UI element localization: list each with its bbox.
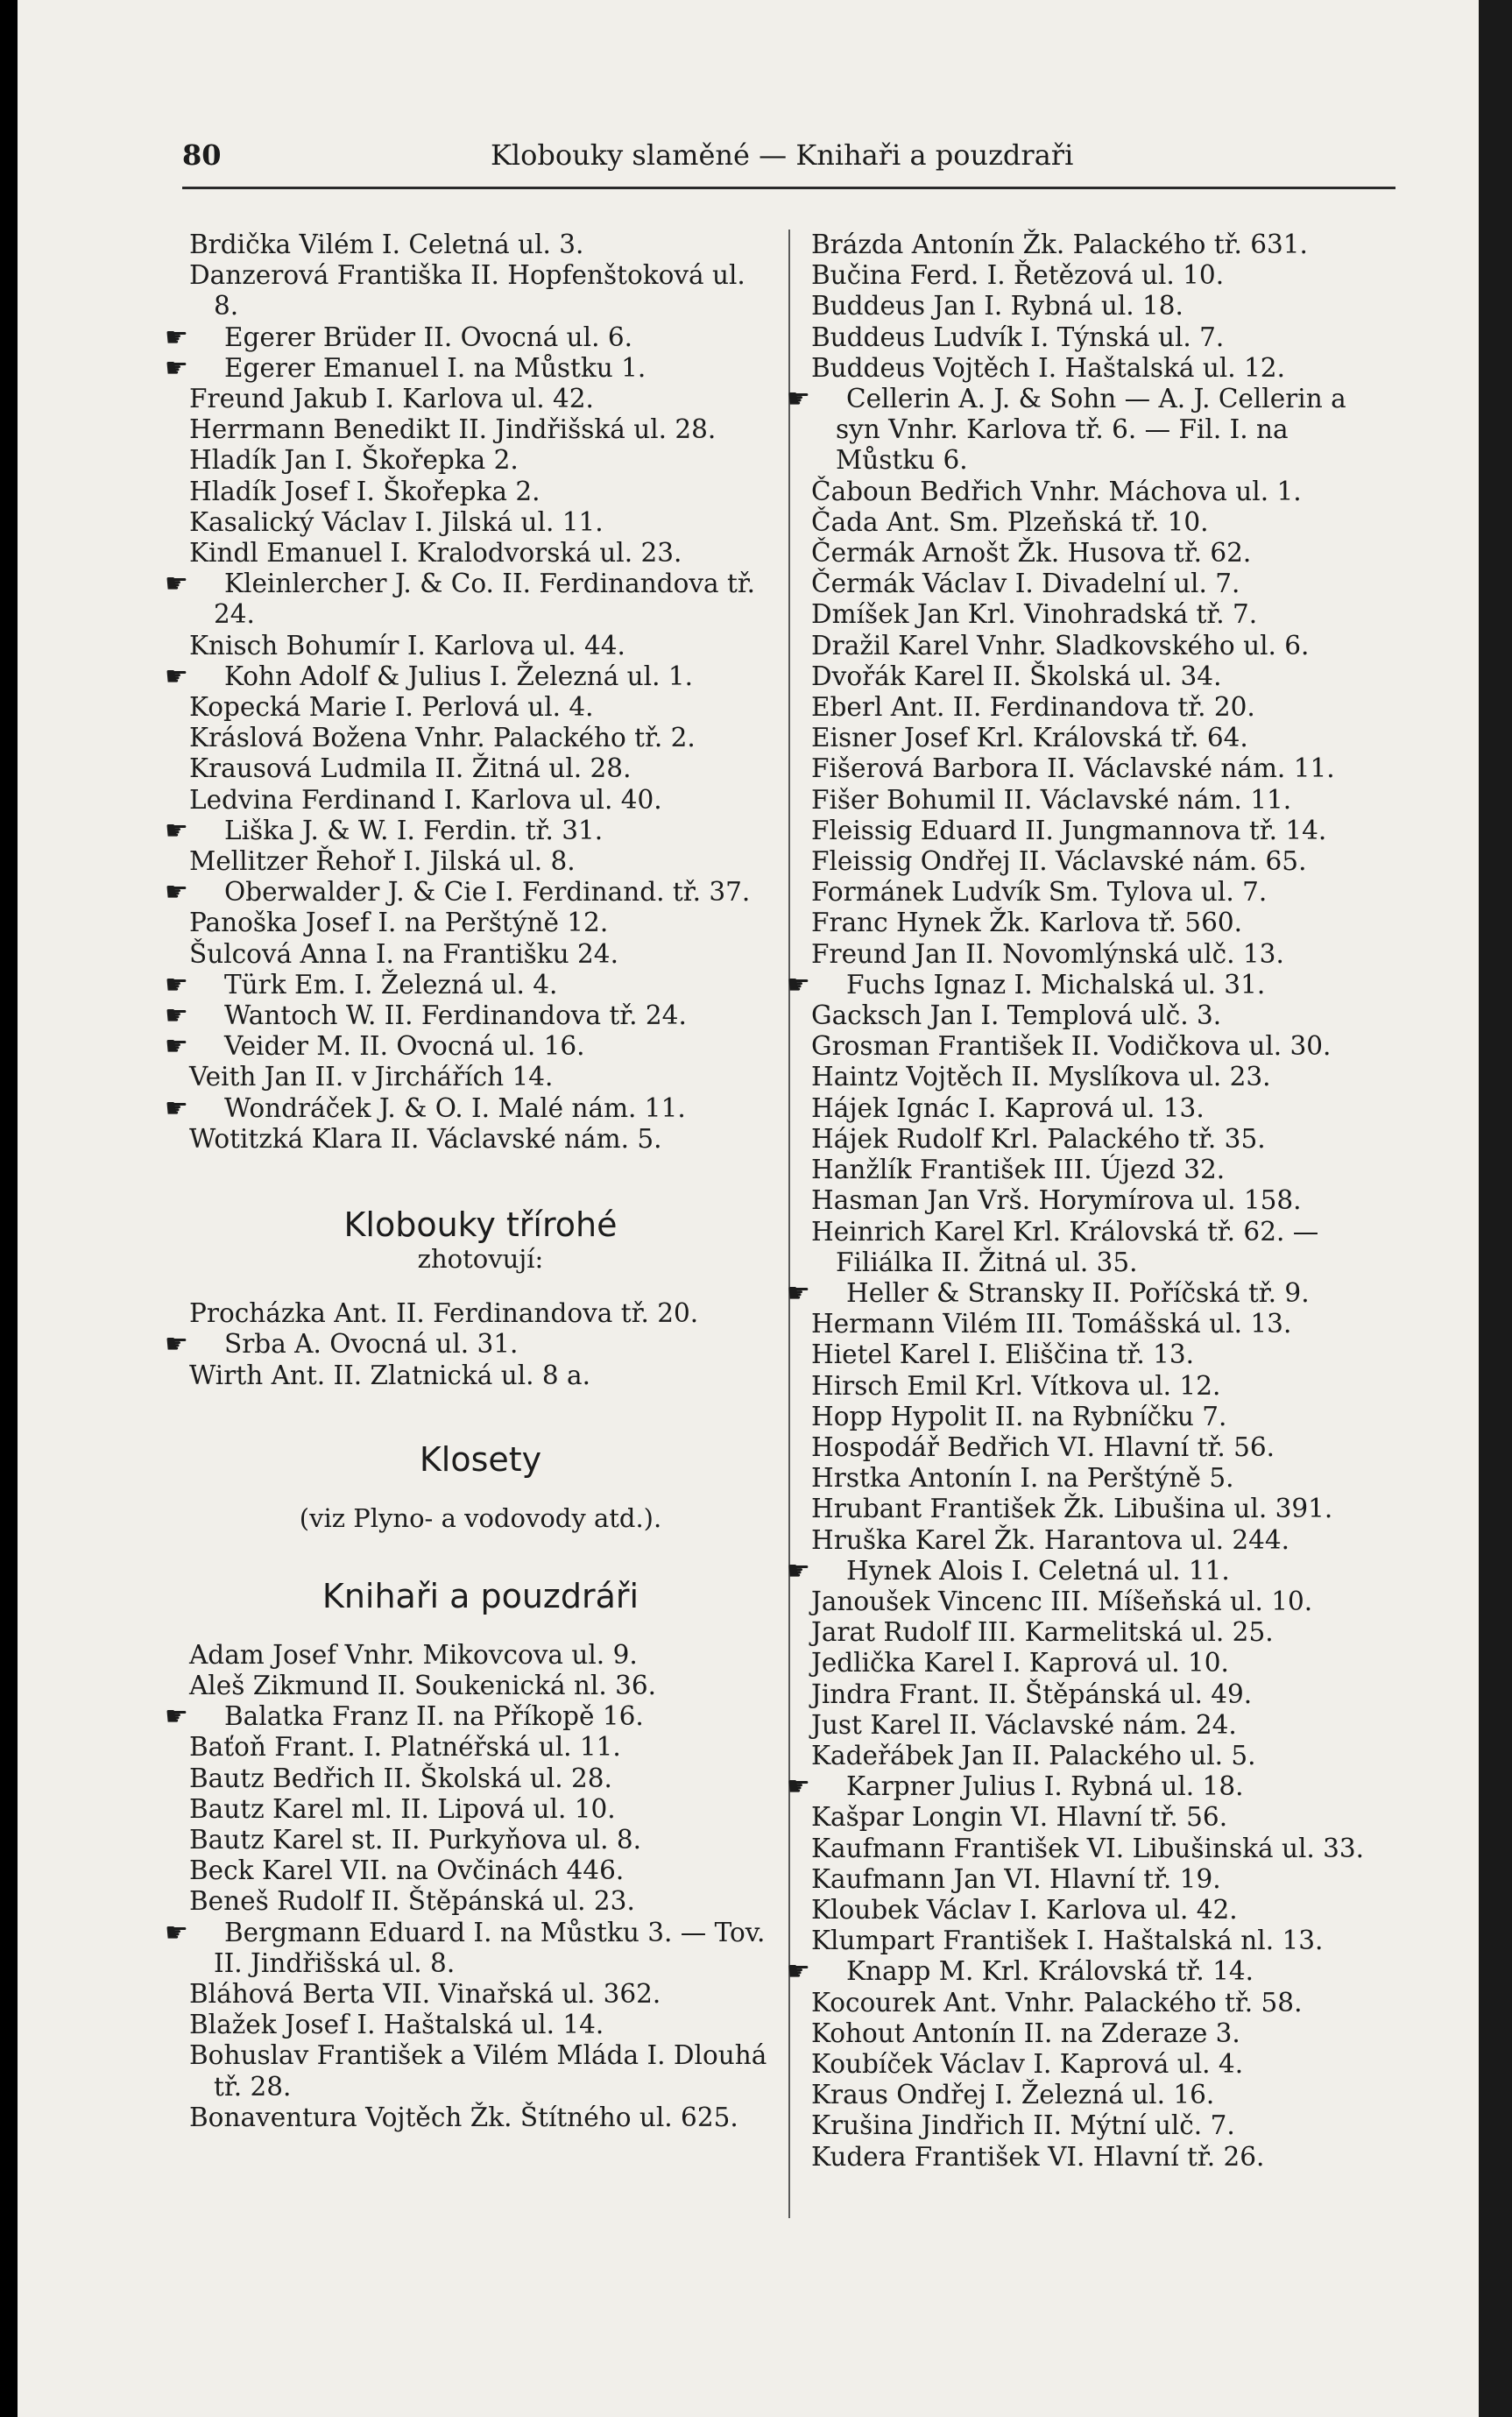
entry-text: Čermák Václav I. Divadelní ul. 7.	[811, 569, 1240, 599]
page-number: 80	[182, 138, 222, 172]
pointing-hand-icon: ☛	[165, 352, 188, 384]
pointing-hand-icon: ☛	[165, 661, 188, 692]
list-item	[189, 1671, 772, 1701]
list-item	[165, 1701, 772, 1733]
entry-text: Adam Josef Vnhr. Mikovcova ul. 9.	[189, 1639, 638, 1670]
list-item	[811, 1093, 1394, 1124]
entry-text: Egerer Emanuel I. na Můstku 1.	[224, 352, 646, 383]
entry-text: Hrubant František Žk. Libušina ul. 391.	[811, 1494, 1333, 1524]
entry-text: Veith Jan II. v Jirchářích 14.	[189, 1062, 554, 1092]
entry-text: Formánek Ludvík Sm. Tylova ul. 7.	[811, 877, 1268, 908]
entry-text: Franc Hynek Žk. Karlova tř. 560.	[811, 908, 1242, 938]
list-item	[189, 1124, 772, 1155]
directory-page	[18, 0, 1479, 2417]
section-subtitle-tricorn-hats: zhotovují:	[417, 1244, 544, 1275]
entry-text: Fleissig Eduard II. Jungmannova tř. 14.	[811, 815, 1327, 845]
pointing-hand-icon: ☛	[787, 969, 810, 1000]
entry-text: Fuchs Ignaz I. Michalská ul. 31.	[846, 969, 1266, 1000]
entry-text: Beneš Rudolf II. Štěpánská ul. 23.	[189, 1886, 635, 1917]
pointing-hand-icon: ☛	[165, 1092, 188, 1124]
entry-text: Gacksch Jan I. Templová ulč. 3.	[811, 1000, 1222, 1031]
entry-text: Buddeus Ludvík I. Týnská ul. 7.	[811, 322, 1225, 352]
pointing-hand-icon: ☛	[787, 1555, 810, 1587]
list-item	[811, 1185, 1394, 1216]
list-item	[189, 1886, 772, 1917]
list-item	[189, 414, 772, 445]
list-item	[189, 908, 772, 938]
list-item	[189, 846, 772, 877]
list-item	[165, 1000, 772, 1032]
entry-text: Bautz Karel ml. II. Lipová ul. 10.	[189, 1793, 616, 1824]
list-item	[165, 1917, 772, 1979]
list-item	[189, 1855, 772, 1886]
entry-text: Kopecká Marie I. Perlová ul. 4.	[189, 692, 594, 723]
entry-text: Egerer Brüder II. Ovocná ul. 6.	[224, 322, 633, 352]
list-item	[189, 723, 772, 753]
list-item	[787, 384, 1394, 477]
list-item	[165, 569, 772, 630]
list-item	[811, 723, 1394, 753]
list-item	[165, 1329, 772, 1360]
entry-text: Hladík Jan I. Škořepka 2.	[189, 445, 519, 476]
entry-text: Bláhová Berta VII. Vinařská ul. 362.	[189, 1978, 661, 2009]
list-item	[811, 846, 1394, 877]
entry-text: Krušina Jindřich II. Mýtní ulč. 7.	[811, 2110, 1235, 2141]
entry-text: Hladík Josef I. Škořepka 2.	[189, 476, 541, 506]
entry-text: Knisch Bohumír I. Karlova ul. 44.	[189, 630, 625, 661]
entry-text: Kleinlercher J. & Co. II. Ferdinandova tř. 24.	[214, 569, 756, 630]
list-item	[811, 1679, 1394, 1710]
entry-text: Panoška Josef I. na Perštýně 12.	[189, 908, 609, 938]
list-item	[189, 753, 772, 784]
list-item	[811, 1062, 1394, 1092]
pointing-hand-icon: ☛	[165, 1031, 188, 1063]
list-item	[165, 661, 772, 692]
entry-text: Kindl Emanuel I. Kralodvorská ul. 23.	[189, 538, 682, 569]
pointing-hand-icon: ☛	[787, 1956, 810, 1988]
entry-text: Kudera František VI. Hlavní tř. 26.	[811, 2141, 1265, 2172]
list-item	[811, 1494, 1394, 1524]
list-item	[165, 815, 772, 846]
entry-text: Jarat Rudolf III. Karmelitská ul. 25.	[811, 1617, 1274, 1648]
entry-text: Kašpar Longin VI. Hlavní tř. 56.	[811, 1802, 1228, 1833]
list-item	[811, 1463, 1394, 1494]
entry-text: Bautz Bedřich II. Školská ul. 28.	[189, 1763, 612, 1793]
section-title-bookbinders: Knihaři a pouzdráři	[321, 1576, 639, 1615]
list-item	[189, 1825, 772, 1855]
list-item	[189, 2040, 772, 2102]
list-item	[189, 692, 772, 723]
list-item	[811, 2018, 1394, 2049]
running-head: Klobouky slaměné — Knihaři a pouzdraři	[491, 138, 1074, 172]
list-item	[189, 2103, 772, 2133]
list-item	[165, 877, 772, 908]
entry-text: Kaufmann František VI. Libušinská ul. 33.	[811, 1833, 1365, 1863]
list-item	[189, 939, 772, 970]
entry-text: Jedlička Karel I. Kaprová ul. 10.	[811, 1648, 1229, 1678]
entry-text: Kocourek Ant. Vnhr. Palackého tř. 58.	[811, 1987, 1303, 2018]
list-item	[189, 1062, 772, 1092]
entry-text: Ledvina Ferdinand I. Karlova ul. 40.	[189, 784, 662, 815]
entry-text: Čada Ant. Sm. Plzeňská tř. 10.	[811, 506, 1209, 537]
pointing-hand-icon: ☛	[165, 322, 188, 353]
pointing-hand-icon: ☛	[165, 1701, 188, 1733]
pointing-hand-icon: ☛	[165, 877, 188, 908]
entry-text: Bohuslav František a Vilém Mláda I. Dlouhá tř. 28.	[189, 2040, 767, 2102]
list-item	[189, 785, 772, 816]
section-title-tricorn-hats: Klobouky třírohé	[343, 1205, 618, 1245]
entry-text: Hasman Jan Vrš. Horymírova ul. 158.	[811, 1185, 1302, 1216]
list-item	[787, 1956, 1394, 1988]
entry-text: Brdička Vilém I. Celetná ul. 3.	[189, 230, 584, 259]
entry-text: Baťoň Frant. I. Platnéřská ul. 11.	[189, 1732, 621, 1763]
entry-text: Oberwalder J. & Cie I. Ferdinand. tř. 37.	[224, 877, 751, 908]
entry-text: Wantoch W. II. Ferdinandova tř. 24.	[224, 1000, 687, 1031]
list-item	[811, 1309, 1394, 1339]
list-item	[811, 507, 1394, 538]
entry-text: Blažek Josef I. Haštalská ul. 14.	[189, 2010, 604, 2040]
pointing-hand-icon: ☛	[787, 1277, 810, 1309]
list-item	[165, 322, 772, 353]
entry-text: Grosman František II. Vodičkova ul. 30.	[811, 1031, 1332, 1062]
entry-text: Hopp Hypolit II. na Rybníčku 7.	[811, 1401, 1227, 1431]
entry-text: Kráslová Božena Vnhr. Palackého tř. 2.	[189, 723, 696, 753]
list-item	[811, 2049, 1394, 2080]
entry-text: Mellitzer Řehoř I. Jilská ul. 8.	[189, 846, 576, 877]
list-item	[811, 908, 1394, 938]
list-item	[189, 507, 772, 538]
entry-text: Wirth Ant. II. Zlatnická ul. 8 a.	[189, 1360, 591, 1390]
list-item	[787, 1555, 1394, 1587]
entry-text: Danzerová Františka II. Hopfenštoková ul. 8.	[189, 260, 745, 322]
entry-text: Karpner Julius I. Rybná ul. 18.	[846, 1771, 1244, 1802]
entry-text: Eisner Josef Krl. Královská tř. 64.	[811, 723, 1248, 753]
entry-text: Fišerová Barbora II. Václavské nám. 11.	[811, 753, 1335, 784]
entry-text: Bonaventura Vojtěch Žk. Štítného ul. 625.	[189, 2102, 738, 2132]
entry-text: Dražil Karel Vnhr. Sladkovského ul. 6.	[811, 630, 1310, 661]
pointing-hand-icon: ☛	[165, 815, 188, 846]
entry-text: Aleš Zikmund II. Soukenická nl. 36.	[189, 1670, 657, 1700]
entry-text: Freund Jan II. Novomlýnská ulč. 13.	[811, 938, 1284, 969]
entry-text: Dvořák Karel II. Školská ul. 34.	[811, 661, 1222, 691]
entry-text: Čermák Arnošt Žk. Husova tř. 62.	[811, 538, 1252, 569]
section-subtitle-closets: (viz Plyno- a vodovody atd.).	[299, 1502, 662, 1533]
list-item	[811, 785, 1394, 816]
entry-text: Cellerin A. J. & Sohn — A. J. Cellerin a syn Vnhr. Karlova tř. 6. — Fil. I. na Můstku 6.	[836, 384, 1346, 476]
pointing-hand-icon: ☛	[165, 569, 188, 600]
list-item	[189, 384, 772, 414]
list-item	[165, 969, 772, 1000]
list-item	[811, 1895, 1394, 1926]
entry-text: Just Karel II. Václavské nám. 24.	[811, 1709, 1237, 1740]
list-item	[811, 1432, 1394, 1463]
list-item	[811, 1648, 1394, 1678]
list-item	[811, 1710, 1394, 1741]
list-item	[189, 230, 772, 260]
list-item	[811, 816, 1394, 846]
list-item	[811, 692, 1394, 723]
list-item	[811, 1217, 1394, 1278]
entry-text: Kaufmann Jan VI. Hlavní tř. 19.	[811, 1863, 1221, 1894]
list-item	[811, 260, 1394, 291]
list-item	[811, 2142, 1394, 2173]
list-item	[189, 631, 772, 661]
list-item	[189, 1732, 772, 1763]
entry-text: Hermann Vilém III. Tomášská ul. 13.	[811, 1309, 1292, 1339]
entry-text: Türk Em. I. Železná ul. 4.	[224, 969, 558, 1000]
list-item	[811, 1155, 1394, 1185]
pointing-hand-icon: ☛	[165, 1329, 188, 1360]
entry-text: Bučina Ferd. I. Řetězová ul. 10.	[811, 260, 1225, 291]
bookbinders-list	[165, 1639, 772, 2133]
entry-text: Janoušek Vincenc III. Míšeňská ul. 10.	[811, 1586, 1313, 1616]
entry-text: Bergmann Eduard I. na Můstku 3. — Tov. II. Jindřišská ul. 8.	[214, 1917, 766, 1978]
list-item	[189, 1360, 772, 1391]
section-title-closets: Klosety	[419, 1439, 542, 1479]
entry-text: Heller & Stransky II. Poříčská tř. 9.	[846, 1277, 1310, 1308]
list-item	[811, 661, 1394, 692]
list-item	[811, 291, 1394, 322]
list-item	[811, 1834, 1394, 1864]
list-item	[811, 230, 1394, 260]
left-column	[165, 230, 772, 2133]
entry-text: Krausová Ludmila II. Žitná ul. 28.	[189, 753, 632, 784]
bookbinders-list-continued	[787, 230, 1394, 2173]
entry-text: Kohn Adolf & Julius I. Železná ul. 1.	[224, 661, 694, 691]
list-item	[811, 2080, 1394, 2110]
entry-text: Liška J. & W. I. Ferdin. tř. 31.	[224, 815, 604, 845]
list-item	[811, 538, 1394, 569]
page-header	[18, 138, 1479, 191]
entry-text: Dmíšek Jan Krl. Vinohradská tř. 7.	[811, 599, 1258, 630]
entry-text: Kadeřábek Jan II. Palackého ul. 5.	[811, 1740, 1256, 1770]
list-item	[787, 1771, 1394, 1803]
list-item	[811, 1000, 1394, 1031]
list-item	[189, 2010, 772, 2040]
entry-text: Hájek Rudolf Krl. Palackého tř. 35.	[811, 1123, 1266, 1154]
list-item	[811, 477, 1394, 507]
entry-text: Jindra Frant. II. Štěpánská ul. 49.	[811, 1678, 1253, 1709]
entry-text: Hájek Ignác I. Kaprová ul. 13.	[811, 1092, 1205, 1123]
list-item	[165, 352, 772, 384]
entry-text: Knapp M. Krl. Královská tř. 14.	[846, 1956, 1254, 1987]
list-item	[811, 1802, 1394, 1833]
list-item	[811, 1864, 1394, 1895]
list-item	[189, 1794, 772, 1825]
entry-text: Wotitzká Klara II. Václavské nám. 5.	[189, 1123, 662, 1154]
list-item	[787, 1277, 1394, 1309]
entry-text: Fišer Bohumil II. Václavské nám. 11.	[811, 784, 1292, 815]
scan-edge	[1479, 0, 1512, 2417]
entry-text: Balatka Franz II. na Příkopě 16.	[224, 1701, 644, 1732]
entry-text: Hruška Karel Žk. Harantova ul. 244.	[811, 1524, 1290, 1555]
entry-text: Buddeus Jan I. Rybná ul. 18.	[811, 291, 1183, 322]
entry-text: Fleissig Ondřej II. Václavské nám. 65.	[811, 846, 1307, 877]
list-item	[811, 2110, 1394, 2141]
pointing-hand-icon: ☛	[165, 1917, 188, 1948]
entry-text: Koubíček Václav I. Kaprová ul. 4.	[811, 2048, 1244, 2079]
list-item	[811, 939, 1394, 970]
entry-text: Heinrich Karel Krl. Královská tř. 62. — Filiálka II. Žitná ul. 35.	[811, 1216, 1319, 1277]
pointing-hand-icon: ☛	[165, 969, 188, 1000]
entry-text: Kohout Antonín II. na Zderaze 3.	[811, 2018, 1240, 2048]
list-item	[811, 599, 1394, 630]
entry-text: Bautz Karel st. II. Purkyňova ul. 8.	[189, 1824, 642, 1855]
entry-text: Kasalický Václav I. Jilská ul. 11.	[189, 506, 604, 537]
list-item	[189, 1979, 772, 2010]
pointing-hand-icon: ☛	[165, 1000, 188, 1032]
list-item	[189, 1763, 772, 1794]
list-item	[189, 1298, 772, 1329]
list-item	[811, 1926, 1394, 1956]
entry-text: Čaboun Bedřich Vnhr. Máchova ul. 1.	[811, 476, 1302, 506]
list-item	[189, 260, 772, 322]
list-item	[811, 753, 1394, 784]
entry-text: Herrmann Benedikt II. Jindřišská ul. 28.	[189, 414, 717, 445]
entry-text: Brázda Antonín Žk. Palackého tř. 631.	[811, 230, 1308, 259]
straw-hats-list	[165, 230, 772, 1155]
entry-text: Srba A. Ovocná ul. 31.	[224, 1329, 519, 1360]
entry-text: Šulcová Anna I. na Františku 24.	[189, 938, 618, 969]
list-item	[811, 1031, 1394, 1062]
entry-text: Hietel Karel I. Eliščina tř. 13.	[811, 1339, 1194, 1370]
tricorn-hats-list	[165, 1298, 772, 1391]
list-item	[811, 1339, 1394, 1370]
entry-text: Hrstka Antonín I. na Perštýně 5.	[811, 1463, 1234, 1494]
list-item	[811, 1617, 1394, 1648]
entry-text: Beck Karel VII. na Ovčinách 446.	[189, 1855, 625, 1886]
entry-text: Procházka Ant. II. Ferdinandova tř. 20.	[189, 1298, 699, 1329]
list-item	[811, 877, 1394, 908]
right-column	[787, 230, 1394, 2173]
entry-text: Eberl Ant. II. Ferdinandova tř. 20.	[811, 692, 1255, 723]
list-item	[189, 1640, 772, 1671]
entry-text: Hirsch Emil Krl. Vítkova ul. 12.	[811, 1370, 1221, 1401]
pointing-hand-icon: ☛	[787, 1771, 810, 1803]
entry-text: Hynek Alois I. Celetná ul. 11.	[846, 1555, 1230, 1586]
pointing-hand-icon: ☛	[787, 384, 810, 415]
list-item	[189, 477, 772, 507]
list-item	[811, 631, 1394, 661]
list-item	[811, 1371, 1394, 1402]
column-divider	[788, 230, 790, 2218]
list-item	[165, 1092, 772, 1124]
list-item	[811, 1124, 1394, 1155]
entry-text: Haintz Vojtěch II. Myslíkova ul. 23.	[811, 1062, 1271, 1092]
list-item	[811, 353, 1394, 384]
list-item	[787, 969, 1394, 1000]
list-item	[189, 538, 772, 569]
list-item	[811, 1587, 1394, 1617]
list-item	[811, 1741, 1394, 1771]
entry-text: Hanžlík František III. Újezd 32.	[811, 1155, 1226, 1185]
header-rule	[182, 187, 1395, 189]
list-item	[811, 1402, 1394, 1432]
entry-text: Freund Jakub I. Karlova ul. 42.	[189, 384, 594, 414]
entry-text: Wondráček J. & O. I. Malé nám. 11.	[224, 1092, 686, 1123]
list-item	[811, 1988, 1394, 2018]
entry-text: Klumpart František I. Haštalská nl. 13.	[811, 1926, 1324, 1956]
entry-text: Buddeus Vojtěch I. Haštalská ul. 12.	[811, 352, 1285, 383]
list-item	[811, 569, 1394, 599]
list-item	[165, 1031, 772, 1063]
entry-text: Veider M. II. Ovocná ul. 16.	[224, 1031, 585, 1062]
entry-text: Kloubek Václav I. Karlova ul. 42.	[811, 1894, 1238, 1925]
entry-text: Hospodář Bedřich VI. Hlavní tř. 56.	[811, 1431, 1275, 1462]
list-item	[811, 322, 1394, 353]
list-item	[189, 445, 772, 476]
list-item	[811, 1525, 1394, 1556]
entry-text: Kraus Ondřej I. Železná ul. 16.	[811, 2080, 1215, 2110]
